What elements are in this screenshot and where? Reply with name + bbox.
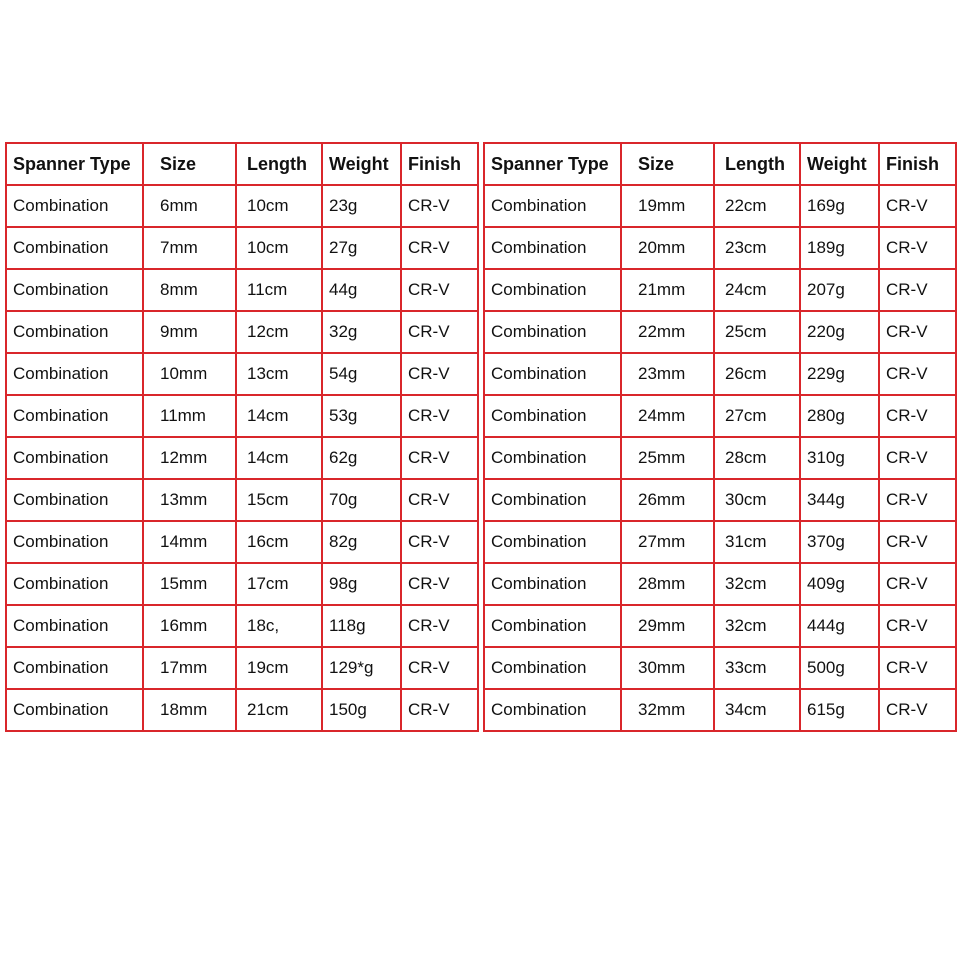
cell-finish: CR-V [879, 689, 956, 731]
cell-finish: CR-V [401, 269, 478, 311]
cell-finish: CR-V [879, 479, 956, 521]
cell-weight: 129*g [322, 647, 401, 689]
table-body-right [484, 185, 956, 731]
cell-finish: CR-V [401, 563, 478, 605]
cell-finish: CR-V [879, 395, 956, 437]
cell-spanner-type: Combination [484, 269, 621, 311]
cell-length: 17cm [236, 563, 322, 605]
cell-weight: 500g [800, 647, 879, 689]
cell-length: 25cm [714, 311, 800, 353]
cell-spanner-type: Combination [6, 479, 143, 521]
cell-length: 22cm [714, 185, 800, 227]
cell-spanner-type: Combination [6, 647, 143, 689]
cell-size: 20mm [621, 227, 714, 269]
cell-size: 14mm [143, 521, 236, 563]
cell-weight: 370g [800, 521, 879, 563]
cell-finish: CR-V [401, 521, 478, 563]
cell-weight: 444g [800, 605, 879, 647]
cell-weight: 615g [800, 689, 879, 731]
cell-weight: 32g [322, 311, 401, 353]
table-row [484, 479, 956, 521]
cell-finish: CR-V [401, 479, 478, 521]
cell-spanner-type: Combination [484, 185, 621, 227]
table-row [6, 185, 478, 227]
cell-weight: 98g [322, 563, 401, 605]
table-row [484, 269, 956, 311]
table-row [484, 689, 956, 731]
cell-spanner-type: Combination [484, 437, 621, 479]
cell-spanner-type: Combination [484, 647, 621, 689]
header-length: Length [236, 143, 322, 185]
cell-spanner-type: Combination [6, 227, 143, 269]
table-row [484, 521, 956, 563]
cell-weight: 62g [322, 437, 401, 479]
cell-spanner-type: Combination [6, 269, 143, 311]
cell-weight: 27g [322, 227, 401, 269]
table-row [6, 395, 478, 437]
cell-length: 16cm [236, 521, 322, 563]
cell-finish: CR-V [879, 521, 956, 563]
cell-finish: CR-V [879, 269, 956, 311]
table-row [484, 395, 956, 437]
cell-spanner-type: Combination [484, 227, 621, 269]
table-row [6, 269, 478, 311]
table-row [6, 227, 478, 269]
cell-finish: CR-V [401, 437, 478, 479]
cell-length: 34cm [714, 689, 800, 731]
cell-size: 8mm [143, 269, 236, 311]
cell-size: 10mm [143, 353, 236, 395]
table-row [484, 563, 956, 605]
cell-size: 15mm [143, 563, 236, 605]
cell-finish: CR-V [401, 185, 478, 227]
cell-length: 33cm [714, 647, 800, 689]
cell-length: 14cm [236, 395, 322, 437]
cell-length: 26cm [714, 353, 800, 395]
cell-weight: 150g [322, 689, 401, 731]
table-row [484, 185, 956, 227]
cell-length: 10cm [236, 227, 322, 269]
header-row [6, 143, 478, 185]
cell-size: 25mm [621, 437, 714, 479]
cell-finish: CR-V [401, 647, 478, 689]
cell-weight: 220g [800, 311, 879, 353]
table-row [6, 689, 478, 731]
cell-finish: CR-V [879, 563, 956, 605]
cell-finish: CR-V [879, 605, 956, 647]
cell-spanner-type: Combination [484, 689, 621, 731]
header-finish: Finish [879, 143, 956, 185]
cell-length: 19cm [236, 647, 322, 689]
cell-size: 26mm [621, 479, 714, 521]
header-size: Size [621, 143, 714, 185]
table-row [6, 437, 478, 479]
cell-weight: 280g [800, 395, 879, 437]
table-row [484, 605, 956, 647]
cell-weight: 82g [322, 521, 401, 563]
table-row [484, 311, 956, 353]
table-row [6, 521, 478, 563]
cell-size: 28mm [621, 563, 714, 605]
table-row [484, 227, 956, 269]
header-weight: Weight [322, 143, 401, 185]
cell-length: 30cm [714, 479, 800, 521]
cell-length: 13cm [236, 353, 322, 395]
cell-length: 31cm [714, 521, 800, 563]
cell-size: 6mm [143, 185, 236, 227]
cell-size: 9mm [143, 311, 236, 353]
cell-finish: CR-V [879, 647, 956, 689]
cell-size: 23mm [621, 353, 714, 395]
table-row [484, 437, 956, 479]
cell-finish: CR-V [879, 311, 956, 353]
cell-spanner-type: Combination [6, 563, 143, 605]
cell-length: 18c, [236, 605, 322, 647]
cell-size: 21mm [621, 269, 714, 311]
header-length: Length [714, 143, 800, 185]
header-weight: Weight [800, 143, 879, 185]
cell-size: 16mm [143, 605, 236, 647]
cell-size: 29mm [621, 605, 714, 647]
cell-length: 32cm [714, 605, 800, 647]
header-spanner-type: Spanner Type [6, 143, 143, 185]
cell-finish: CR-V [401, 227, 478, 269]
cell-size: 30mm [621, 647, 714, 689]
table-row [484, 353, 956, 395]
cell-spanner-type: Combination [484, 479, 621, 521]
cell-spanner-type: Combination [6, 437, 143, 479]
cell-length: 23cm [714, 227, 800, 269]
cell-spanner-type: Combination [484, 605, 621, 647]
cell-size: 27mm [621, 521, 714, 563]
cell-spanner-type: Combination [484, 521, 621, 563]
cell-weight: 310g [800, 437, 879, 479]
header-size: Size [143, 143, 236, 185]
table-body-left [6, 185, 478, 731]
table-row [6, 311, 478, 353]
table-row [6, 353, 478, 395]
cell-spanner-type: Combination [484, 353, 621, 395]
cell-weight: 189g [800, 227, 879, 269]
table-row [6, 479, 478, 521]
table-row [6, 563, 478, 605]
cell-finish: CR-V [401, 605, 478, 647]
cell-size: 17mm [143, 647, 236, 689]
cell-finish: CR-V [879, 185, 956, 227]
cell-weight: 207g [800, 269, 879, 311]
cell-spanner-type: Combination [6, 395, 143, 437]
cell-length: 14cm [236, 437, 322, 479]
table-row [6, 647, 478, 689]
cell-weight: 229g [800, 353, 879, 395]
table-row [484, 647, 956, 689]
cell-length: 28cm [714, 437, 800, 479]
spanner-spec-table-right [483, 142, 957, 732]
cell-size: 7mm [143, 227, 236, 269]
cell-size: 13mm [143, 479, 236, 521]
cell-finish: CR-V [401, 311, 478, 353]
cell-finish: CR-V [401, 689, 478, 731]
header-finish: Finish [401, 143, 478, 185]
cell-spanner-type: Combination [6, 311, 143, 353]
cell-size: 32mm [621, 689, 714, 731]
cell-spanner-type: Combination [6, 689, 143, 731]
cell-size: 22mm [621, 311, 714, 353]
cell-length: 24cm [714, 269, 800, 311]
cell-weight: 409g [800, 563, 879, 605]
cell-weight: 70g [322, 479, 401, 521]
cell-spanner-type: Combination [484, 395, 621, 437]
cell-finish: CR-V [879, 353, 956, 395]
cell-spanner-type: Combination [484, 563, 621, 605]
cell-spanner-type: Combination [6, 605, 143, 647]
cell-length: 10cm [236, 185, 322, 227]
cell-weight: 169g [800, 185, 879, 227]
cell-size: 12mm [143, 437, 236, 479]
cell-length: 21cm [236, 689, 322, 731]
cell-length: 27cm [714, 395, 800, 437]
cell-length: 15cm [236, 479, 322, 521]
cell-finish: CR-V [879, 227, 956, 269]
cell-weight: 53g [322, 395, 401, 437]
table-row [6, 605, 478, 647]
cell-finish: CR-V [401, 395, 478, 437]
cell-length: 11cm [236, 269, 322, 311]
cell-size: 18mm [143, 689, 236, 731]
spanner-spec-table-left [5, 142, 479, 732]
cell-spanner-type: Combination [6, 521, 143, 563]
cell-size: 24mm [621, 395, 714, 437]
cell-spanner-type: Combination [6, 353, 143, 395]
cell-length: 32cm [714, 563, 800, 605]
cell-weight: 54g [322, 353, 401, 395]
cell-weight: 23g [322, 185, 401, 227]
header-row [484, 143, 956, 185]
header-spanner-type: Spanner Type [484, 143, 621, 185]
cell-weight: 344g [800, 479, 879, 521]
cell-length: 12cm [236, 311, 322, 353]
cell-size: 19mm [621, 185, 714, 227]
cell-weight: 44g [322, 269, 401, 311]
cell-size: 11mm [143, 395, 236, 437]
cell-weight: 118g [322, 605, 401, 647]
cell-finish: CR-V [879, 437, 956, 479]
cell-finish: CR-V [401, 353, 478, 395]
cell-spanner-type: Combination [484, 311, 621, 353]
cell-spanner-type: Combination [6, 185, 143, 227]
